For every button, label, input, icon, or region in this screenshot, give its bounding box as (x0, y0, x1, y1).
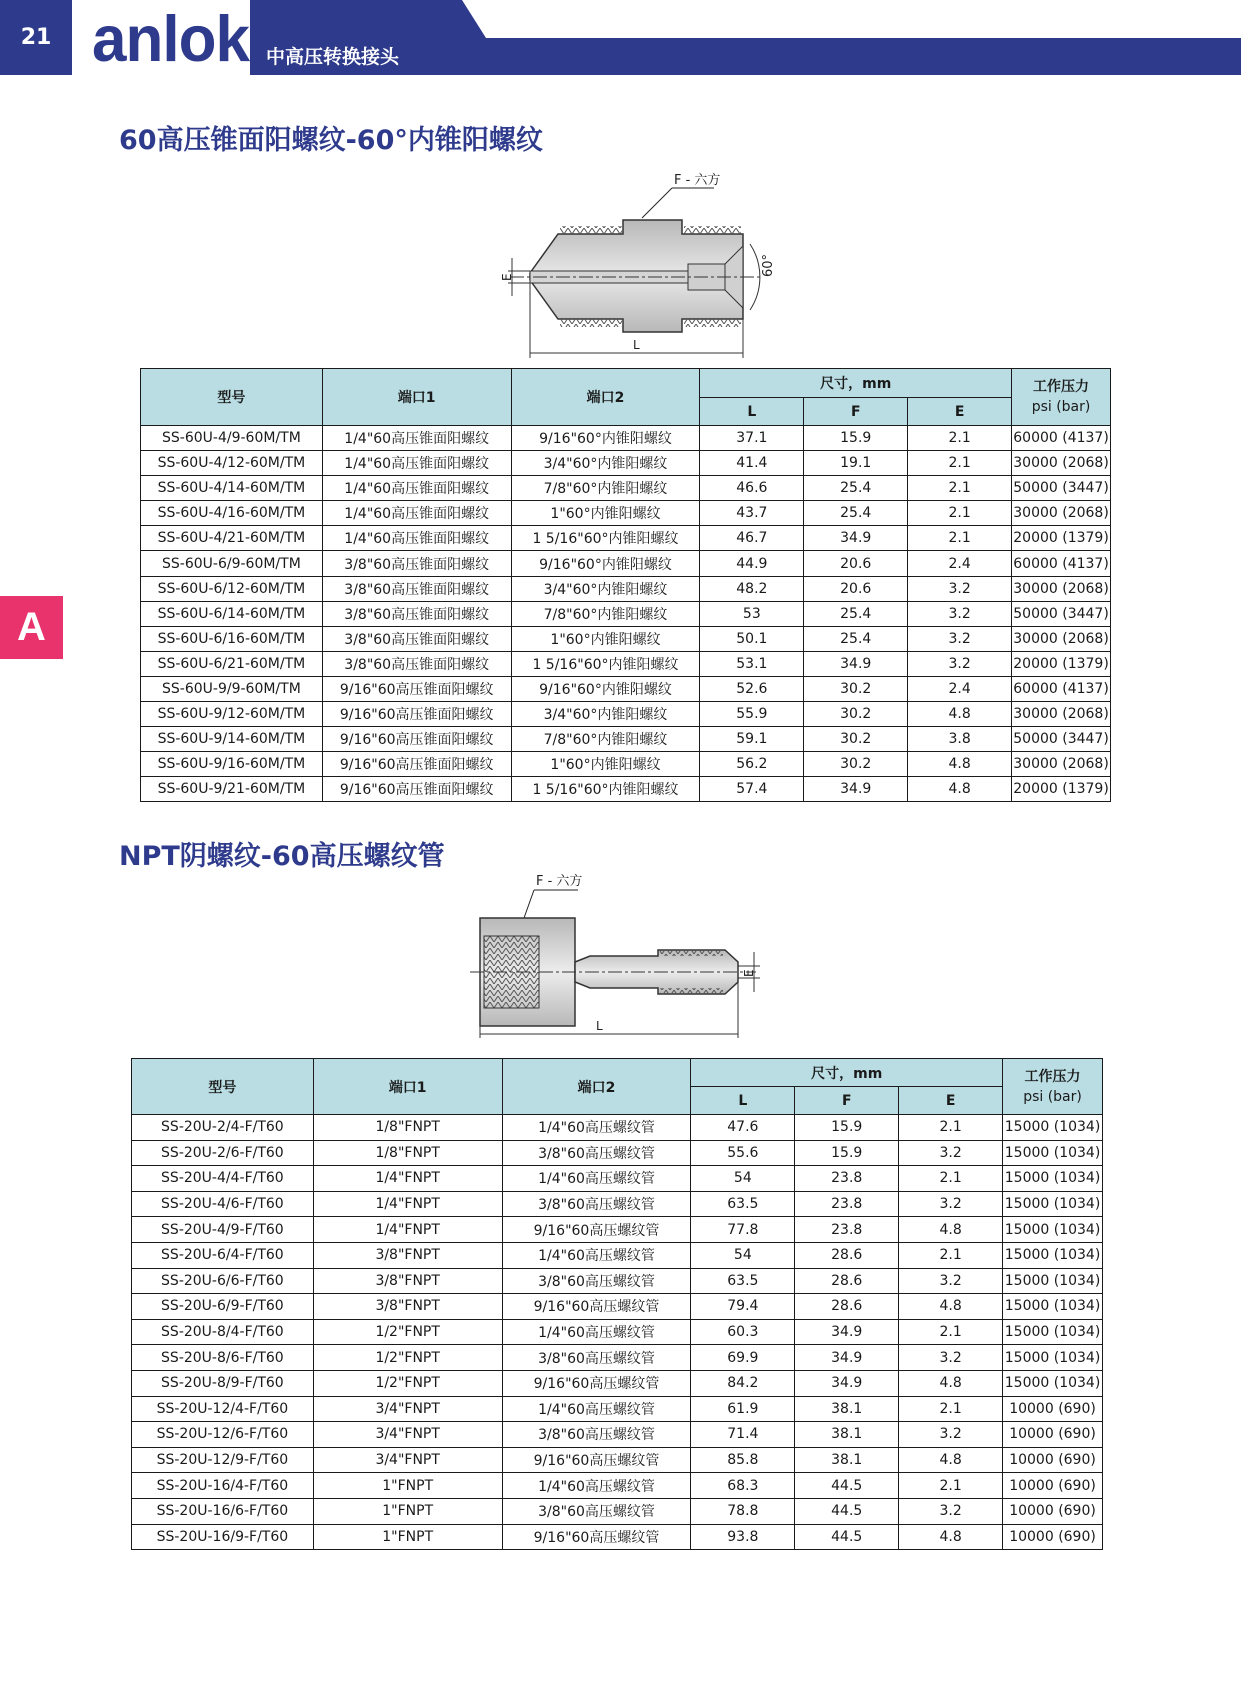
cell-model: SS-20U-12/9-F/T60 (132, 1447, 314, 1473)
hex-label-2: F - 六方 (536, 874, 583, 889)
spec-table-2 (131, 1058, 1103, 1550)
cell-L: 60.3 (691, 1319, 795, 1345)
cell-port1: 9/16"60高压锥面阳螺纹 (322, 676, 511, 701)
cell-port1: 3/4"FNPT (313, 1422, 502, 1448)
table-row (132, 1447, 1103, 1473)
cell-model: SS-60U-9/16-60M/TM (141, 752, 323, 777)
cell-port2: 1"60°内锥阳螺纹 (511, 626, 700, 651)
cell-port1: 3/8"60高压锥面阳螺纹 (322, 651, 511, 676)
table-row (132, 1370, 1103, 1396)
cell-port1: 1"FNPT (313, 1524, 502, 1550)
section-tab: A (0, 596, 63, 659)
cell-port1: 1/4"60高压锥面阳螺纹 (322, 426, 511, 451)
cell-E: 4.8 (899, 1294, 1003, 1320)
cell-port2: 3/8"60高压螺纹管 (502, 1140, 691, 1166)
category-title: 中高压转换接头 (266, 46, 400, 68)
cell-pressure: 30000 (2068) (1012, 451, 1111, 476)
col-E: E (908, 398, 1012, 426)
table-row (141, 702, 1111, 727)
cell-E: 2.1 (908, 426, 1012, 451)
cell-pressure: 10000 (690) (1003, 1396, 1103, 1422)
cell-model: SS-20U-12/4-F/T60 (132, 1396, 314, 1422)
cell-F: 25.4 (804, 501, 908, 526)
cell-F: 30.2 (804, 752, 908, 777)
col-port2: 端口2 (511, 369, 700, 426)
cell-port2: 3/8"60高压螺纹管 (502, 1191, 691, 1217)
cell-port2: 9/16"60高压螺纹管 (502, 1294, 691, 1320)
table-row (141, 727, 1111, 752)
section1-title: 60高压锥面阳螺纹-60°内锥阳螺纹 (119, 125, 543, 156)
cell-port2: 1/4"60高压螺纹管 (502, 1166, 691, 1192)
cell-model: SS-20U-8/4-F/T60 (132, 1319, 314, 1345)
cell-port2: 3/8"60高压螺纹管 (502, 1345, 691, 1371)
col-pressure-line2: psi (bar) (1023, 1088, 1082, 1105)
cell-E: 3.2 (908, 601, 1012, 626)
cell-port2: 1/4"60高压螺纹管 (502, 1473, 691, 1499)
cell-E: 2.1 (908, 476, 1012, 501)
cell-port2: 3/4"60°内锥阳螺纹 (511, 576, 700, 601)
col-pressure (1003, 1059, 1103, 1115)
cell-L: 84.2 (691, 1370, 795, 1396)
col-F: F (804, 398, 908, 426)
cell-port1: 9/16"60高压锥面阳螺纹 (322, 727, 511, 752)
cell-pressure: 10000 (690) (1003, 1447, 1103, 1473)
cell-F: 44.5 (795, 1524, 899, 1550)
cell-L: 50.1 (700, 626, 804, 651)
cell-model: SS-60U-4/9-60M/TM (141, 426, 323, 451)
cell-E: 3.2 (899, 1345, 1003, 1371)
cell-F: 30.2 (804, 676, 908, 701)
cell-L: 85.8 (691, 1447, 795, 1473)
table-row (141, 451, 1111, 476)
table-row (132, 1166, 1103, 1192)
cell-model: SS-20U-8/6-F/T60 (132, 1345, 314, 1371)
cell-pressure: 15000 (1034) (1003, 1268, 1103, 1294)
cell-model: SS-20U-12/6-F/T60 (132, 1422, 314, 1448)
cell-model: SS-20U-6/4-F/T60 (132, 1242, 314, 1268)
col-dims: 尺寸，mm (700, 369, 1012, 398)
cell-model: SS-60U-9/21-60M/TM (141, 777, 323, 802)
cell-pressure: 10000 (690) (1003, 1422, 1103, 1448)
cell-model: SS-60U-6/14-60M/TM (141, 601, 323, 626)
cell-port2: 9/16"60°内锥阳螺纹 (511, 426, 700, 451)
cell-L: 46.7 (700, 526, 804, 551)
cell-F: 20.6 (804, 551, 908, 576)
cell-model: SS-60U-4/12-60M/TM (141, 451, 323, 476)
cell-E: 3.2 (908, 626, 1012, 651)
cell-model: SS-60U-6/9-60M/TM (141, 551, 323, 576)
cell-model: SS-60U-4/16-60M/TM (141, 501, 323, 526)
col-pressure-line2: psi (bar) (1031, 399, 1091, 415)
cell-E: 2.1 (899, 1115, 1003, 1141)
cell-L: 52.6 (700, 676, 804, 701)
l-label-2: L (596, 1019, 603, 1033)
table-row (141, 501, 1111, 526)
cell-pressure: 20000 (1379) (1012, 651, 1111, 676)
cell-pressure: 15000 (1034) (1003, 1319, 1103, 1345)
cell-port1: 1/4"60高压锥面阳螺纹 (322, 526, 511, 551)
col-dims: 尺寸，mm (691, 1059, 1003, 1087)
cell-pressure: 10000 (690) (1003, 1524, 1103, 1550)
cell-port2: 3/4"60°内锥阳螺纹 (511, 702, 700, 727)
cell-port2: 9/16"60°内锥阳螺纹 (511, 551, 700, 576)
col-port2: 端口2 (502, 1059, 691, 1115)
cell-port2: 7/8"60°内锥阳螺纹 (511, 727, 700, 752)
cell-L: 71.4 (691, 1422, 795, 1448)
cell-port2: 3/4"60°内锥阳螺纹 (511, 451, 700, 476)
cell-E: 2.1 (899, 1396, 1003, 1422)
cell-port2: 1"60°内锥阳螺纹 (511, 752, 700, 777)
cell-F: 25.4 (804, 626, 908, 651)
cell-F: 44.5 (795, 1473, 899, 1499)
table-row (141, 626, 1111, 651)
cell-port1: 1/2"FNPT (313, 1319, 502, 1345)
angle-label-1: 60° (761, 253, 776, 277)
cell-pressure: 15000 (1034) (1003, 1140, 1103, 1166)
cell-port2: 9/16"60高压螺纹管 (502, 1447, 691, 1473)
cell-E: 4.8 (908, 777, 1012, 802)
cell-port2: 1/4"60高压螺纹管 (502, 1396, 691, 1422)
cell-port1: 3/8"60高压锥面阳螺纹 (322, 626, 511, 651)
cell-pressure: 15000 (1034) (1003, 1294, 1103, 1320)
col-port1: 端口1 (313, 1059, 502, 1115)
cell-model: SS-20U-16/4-F/T60 (132, 1473, 314, 1499)
fitting-diagram-1 (500, 168, 800, 368)
cell-pressure: 20000 (1379) (1012, 777, 1111, 802)
cell-F: 28.6 (795, 1242, 899, 1268)
cell-F: 19.1 (804, 451, 908, 476)
table-row (141, 651, 1111, 676)
cell-pressure: 30000 (2068) (1012, 626, 1111, 651)
cell-E: 2.1 (899, 1242, 1003, 1268)
cell-port1: 1/8"FNPT (313, 1115, 502, 1141)
cell-F: 34.9 (795, 1345, 899, 1371)
cell-E: 3.2 (908, 576, 1012, 601)
cell-L: 59.1 (700, 727, 804, 752)
cell-F: 25.4 (804, 476, 908, 501)
cell-F: 28.6 (795, 1294, 899, 1320)
cell-model: SS-60U-4/14-60M/TM (141, 476, 323, 501)
cell-port2: 9/16"60高压螺纹管 (502, 1524, 691, 1550)
table-row (141, 576, 1111, 601)
cell-pressure: 15000 (1034) (1003, 1191, 1103, 1217)
cell-E: 3.2 (899, 1422, 1003, 1448)
cell-L: 41.4 (700, 451, 804, 476)
cell-L: 77.8 (691, 1217, 795, 1243)
cell-port2: 7/8"60°内锥阳螺纹 (511, 476, 700, 501)
cell-port1: 3/4"FNPT (313, 1396, 502, 1422)
table-row (132, 1319, 1103, 1345)
cell-port1: 1/8"FNPT (313, 1140, 502, 1166)
cell-F: 30.2 (804, 727, 908, 752)
col-E: E (899, 1087, 1003, 1115)
cell-pressure: 30000 (2068) (1012, 702, 1111, 727)
cell-port2: 7/8"60°内锥阳螺纹 (511, 601, 700, 626)
cell-port1: 3/4"FNPT (313, 1447, 502, 1473)
cell-pressure: 15000 (1034) (1003, 1370, 1103, 1396)
cell-pressure: 15000 (1034) (1003, 1217, 1103, 1243)
cell-E: 2.1 (899, 1473, 1003, 1499)
cell-port1: 3/8"60高压锥面阳螺纹 (322, 601, 511, 626)
cell-port1: 3/8"60高压锥面阳螺纹 (322, 576, 511, 601)
cell-port1: 1/4"FNPT (313, 1166, 502, 1192)
cell-L: 56.2 (700, 752, 804, 777)
cell-L: 55.6 (691, 1140, 795, 1166)
cell-model: SS-60U-9/12-60M/TM (141, 702, 323, 727)
table2-body (132, 1115, 1103, 1550)
cell-F: 15.9 (804, 426, 908, 451)
cell-L: 47.6 (691, 1115, 795, 1141)
cell-port1: 1/4"60高压锥面阳螺纹 (322, 451, 511, 476)
cell-L: 61.9 (691, 1396, 795, 1422)
col-pressure (1012, 369, 1111, 426)
cell-E: 3.2 (908, 651, 1012, 676)
cell-E: 2.1 (908, 501, 1012, 526)
cell-F: 23.8 (795, 1191, 899, 1217)
cell-model: SS-20U-2/6-F/T60 (132, 1140, 314, 1166)
cell-F: 15.9 (795, 1140, 899, 1166)
cell-F: 23.8 (795, 1217, 899, 1243)
cell-port1: 3/8"FNPT (313, 1242, 502, 1268)
cell-F: 25.4 (804, 601, 908, 626)
cell-F: 38.1 (795, 1447, 899, 1473)
cell-L: 48.2 (700, 576, 804, 601)
table-row (141, 426, 1111, 451)
table-row (141, 676, 1111, 701)
cell-pressure: 15000 (1034) (1003, 1115, 1103, 1141)
table-row (132, 1242, 1103, 1268)
cell-L: 68.3 (691, 1473, 795, 1499)
cell-F: 20.6 (804, 576, 908, 601)
cell-pressure: 60000 (4137) (1012, 551, 1111, 576)
cell-E: 4.8 (908, 752, 1012, 777)
cell-pressure: 20000 (1379) (1012, 526, 1111, 551)
cell-port1: 1/2"FNPT (313, 1370, 502, 1396)
table-row (141, 777, 1111, 802)
cell-port2: 9/16"60°内锥阳螺纹 (511, 676, 700, 701)
cell-model: SS-60U-6/16-60M/TM (141, 626, 323, 651)
cell-port1: 1/4"FNPT (313, 1191, 502, 1217)
cell-pressure: 60000 (4137) (1012, 426, 1111, 451)
cell-model: SS-20U-4/6-F/T60 (132, 1191, 314, 1217)
cell-pressure: 50000 (3447) (1012, 601, 1111, 626)
cell-L: 43.7 (700, 501, 804, 526)
cell-E: 2.1 (899, 1166, 1003, 1192)
cell-F: 34.9 (804, 651, 908, 676)
e-label-1: E (500, 273, 514, 281)
table1-body (141, 426, 1111, 802)
cell-pressure: 50000 (3447) (1012, 476, 1111, 501)
cell-pressure: 15000 (1034) (1003, 1345, 1103, 1371)
cell-pressure: 30000 (2068) (1012, 576, 1111, 601)
table-row (141, 752, 1111, 777)
cell-pressure: 30000 (2068) (1012, 501, 1111, 526)
table-row (132, 1191, 1103, 1217)
cell-E: 3.8 (908, 727, 1012, 752)
cell-port2: 3/8"60高压螺纹管 (502, 1422, 691, 1448)
l-label-1: L (633, 338, 640, 352)
cell-port1: 9/16"60高压锥面阳螺纹 (322, 777, 511, 802)
cell-L: 93.8 (691, 1524, 795, 1550)
col-L: L (700, 398, 804, 426)
cell-L: 54 (691, 1166, 795, 1192)
cell-pressure: 50000 (3447) (1012, 727, 1111, 752)
cell-port1: 1"FNPT (313, 1498, 502, 1524)
cell-F: 38.1 (795, 1422, 899, 1448)
hex-label-1: F - 六方 (674, 173, 721, 188)
cell-F: 34.9 (795, 1319, 899, 1345)
cell-F: 38.1 (795, 1396, 899, 1422)
cell-E: 2.1 (899, 1319, 1003, 1345)
section2-title: NPT阴螺纹-60高压螺纹管 (119, 841, 445, 872)
col-F: F (795, 1087, 899, 1115)
cell-L: 37.1 (700, 426, 804, 451)
cell-L: 79.4 (691, 1294, 795, 1320)
cell-model: SS-20U-16/9-F/T60 (132, 1524, 314, 1550)
cell-F: 44.5 (795, 1498, 899, 1524)
cell-port1: 3/8"60高压锥面阳螺纹 (322, 551, 511, 576)
cell-pressure: 15000 (1034) (1003, 1166, 1103, 1192)
table-row (132, 1140, 1103, 1166)
table-row (132, 1115, 1103, 1141)
cell-E: 4.8 (899, 1370, 1003, 1396)
cell-model: SS-60U-9/9-60M/TM (141, 676, 323, 701)
cell-E: 4.8 (899, 1524, 1003, 1550)
table-row (132, 1422, 1103, 1448)
cell-port1: 1/2"FNPT (313, 1345, 502, 1371)
table-row (132, 1524, 1103, 1550)
page-number: 21 (0, 0, 72, 75)
cell-L: 46.6 (700, 476, 804, 501)
cell-E: 4.8 (899, 1447, 1003, 1473)
cell-pressure: 30000 (2068) (1012, 752, 1111, 777)
cell-port2: 3/8"60高压螺纹管 (502, 1498, 691, 1524)
cell-F: 15.9 (795, 1115, 899, 1141)
table-row (132, 1396, 1103, 1422)
cell-L: 63.5 (691, 1268, 795, 1294)
table-row (141, 551, 1111, 576)
col-pressure-line1: 工作压力 (1024, 1068, 1081, 1085)
cell-model: SS-20U-8/9-F/T60 (132, 1370, 314, 1396)
cell-model: SS-20U-4/9-F/T60 (132, 1217, 314, 1243)
cell-L: 78.8 (691, 1498, 795, 1524)
cell-L: 63.5 (691, 1191, 795, 1217)
cell-E: 3.2 (899, 1191, 1003, 1217)
cell-port2: 1/4"60高压螺纹管 (502, 1319, 691, 1345)
cell-port1: 3/8"FNPT (313, 1268, 502, 1294)
col-model: 型号 (132, 1059, 314, 1115)
cell-model: SS-20U-16/6-F/T60 (132, 1498, 314, 1524)
cell-pressure: 10000 (690) (1003, 1473, 1103, 1499)
table-row (132, 1345, 1103, 1371)
cell-E: 4.8 (899, 1217, 1003, 1243)
cell-E: 2.4 (908, 551, 1012, 576)
cell-pressure: 15000 (1034) (1003, 1242, 1103, 1268)
table-row (132, 1294, 1103, 1320)
cell-port2: 3/8"60高压螺纹管 (502, 1268, 691, 1294)
table-row (141, 601, 1111, 626)
brand-logo: anlok (92, 3, 249, 76)
table-row (132, 1498, 1103, 1524)
cell-model: SS-60U-6/21-60M/TM (141, 651, 323, 676)
cell-port2: 9/16"60高压螺纹管 (502, 1217, 691, 1243)
table-row (132, 1268, 1103, 1294)
cell-model: SS-20U-6/6-F/T60 (132, 1268, 314, 1294)
cell-L: 53 (700, 601, 804, 626)
cell-L: 44.9 (700, 551, 804, 576)
cell-F: 30.2 (804, 702, 908, 727)
cell-E: 2.1 (908, 526, 1012, 551)
cell-E: 3.2 (899, 1140, 1003, 1166)
col-port1: 端口1 (322, 369, 511, 426)
table-row (141, 476, 1111, 501)
cell-model: SS-60U-6/12-60M/TM (141, 576, 323, 601)
cell-F: 34.9 (795, 1370, 899, 1396)
cell-E: 4.8 (908, 702, 1012, 727)
cell-port2: 1 5/16"60°内锥阳螺纹 (511, 651, 700, 676)
cell-port2: 1/4"60高压螺纹管 (502, 1242, 691, 1268)
cell-port1: 1/4"FNPT (313, 1217, 502, 1243)
spec-table-1 (140, 368, 1111, 802)
cell-port1: 1/4"60高压锥面阳螺纹 (322, 501, 511, 526)
cell-model: SS-20U-4/4-F/T60 (132, 1166, 314, 1192)
cell-port1: 1/4"60高压锥面阳螺纹 (322, 476, 511, 501)
cell-model: SS-20U-6/9-F/T60 (132, 1294, 314, 1320)
col-L: L (691, 1087, 795, 1115)
cell-L: 55.9 (700, 702, 804, 727)
cell-port2: 9/16"60高压螺纹管 (502, 1370, 691, 1396)
table-row (132, 1217, 1103, 1243)
cell-L: 69.9 (691, 1345, 795, 1371)
cell-F: 23.8 (795, 1166, 899, 1192)
cell-F: 34.9 (804, 526, 908, 551)
cell-port1: 9/16"60高压锥面阳螺纹 (322, 752, 511, 777)
fitting-diagram-2 (470, 870, 770, 1040)
col-pressure-line1: 工作压力 (1033, 379, 1090, 395)
cell-port2: 1/4"60高压螺纹管 (502, 1115, 691, 1141)
cell-model: SS-60U-4/21-60M/TM (141, 526, 323, 551)
cell-port1: 9/16"60高压锥面阳螺纹 (322, 702, 511, 727)
e-label-2: E (742, 969, 756, 977)
cell-E: 2.4 (908, 676, 1012, 701)
cell-port1: 3/8"FNPT (313, 1294, 502, 1320)
cell-pressure: 60000 (4137) (1012, 676, 1111, 701)
cell-model: SS-60U-9/14-60M/TM (141, 727, 323, 752)
cell-E: 3.2 (899, 1268, 1003, 1294)
cell-model: SS-20U-2/4-F/T60 (132, 1115, 314, 1141)
cell-port2: 1"60°内锥阳螺纹 (511, 501, 700, 526)
cell-E: 2.1 (908, 451, 1012, 476)
cell-pressure: 10000 (690) (1003, 1498, 1103, 1524)
cell-E: 3.2 (899, 1498, 1003, 1524)
cell-F: 34.9 (804, 777, 908, 802)
table-row (141, 526, 1111, 551)
col-model: 型号 (141, 369, 323, 426)
cell-L: 57.4 (700, 777, 804, 802)
cell-L: 53.1 (700, 651, 804, 676)
cell-L: 54 (691, 1242, 795, 1268)
cell-port2: 1 5/16"60°内锥阳螺纹 (511, 777, 700, 802)
cell-port2: 1 5/16"60°内锥阳螺纹 (511, 526, 700, 551)
table-row (132, 1473, 1103, 1499)
cell-port1: 1"FNPT (313, 1473, 502, 1499)
cell-F: 28.6 (795, 1268, 899, 1294)
